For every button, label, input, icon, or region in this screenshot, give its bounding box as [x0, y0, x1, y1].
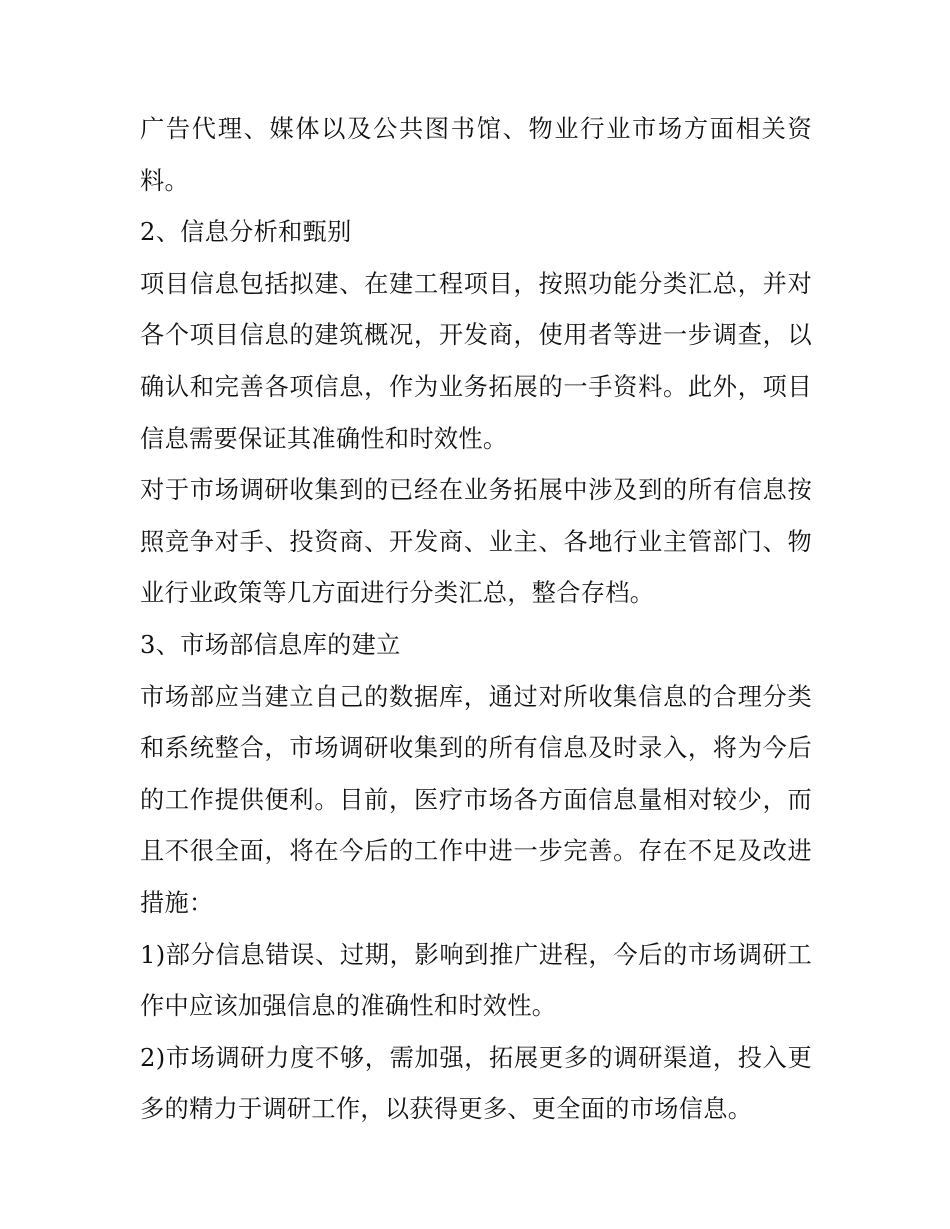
section-heading-database: 3、市场部信息库的建立 [140, 630, 401, 659]
list-item-improvement-2: 2)市场调研力度不够，需加强，拓展更多的调研渠道，投入更多的精力于调研工作，以获得更多、更全面的市场信息。 [140, 1043, 812, 1124]
document-body [140, 104, 812, 1136]
paragraph-classification: 对于市场调研收集到的已经在业务拓展中涉及到的所有信息按照竞争对手、投资商、开发商、业主、各地行业主管部门、物业行业政策等几方面进行分类汇总，整合存档。 [140, 476, 812, 608]
paragraph-source-materials: 广告代理、媒体以及公共图书馆、物业行业市场方面相关资料。 [140, 115, 812, 195]
section-heading-info-analysis: 2、信息分析和甄别 [140, 218, 352, 247]
paragraph-database: 市场部应当建立自己的数据库，通过对所收集信息的合理分类和系统整合，市场调研收集到的所有信息及时录入，将为今后的工作提供便利。目前，医疗市场各方面信息量相对较少，而且不很全面，将在今后的工作中进一步完善。存在不足及改进措施： [140, 682, 812, 917]
paragraph-project-info: 项目信息包括拟建、在建工程项目，按照功能分类汇总，并对各个项目信息的建筑概况，开发商，使用者等进一步调查，以确认和完善各项信息，作为业务拓展的一手资料。此外，项目信息需要保证其准确性和时效性。 [140, 269, 812, 453]
list-item-improvement-1: 1)部分信息错误、过期，影响到推广进程，今后的市场调研工作中应该加强信息的准确性和时效性。 [140, 940, 812, 1021]
